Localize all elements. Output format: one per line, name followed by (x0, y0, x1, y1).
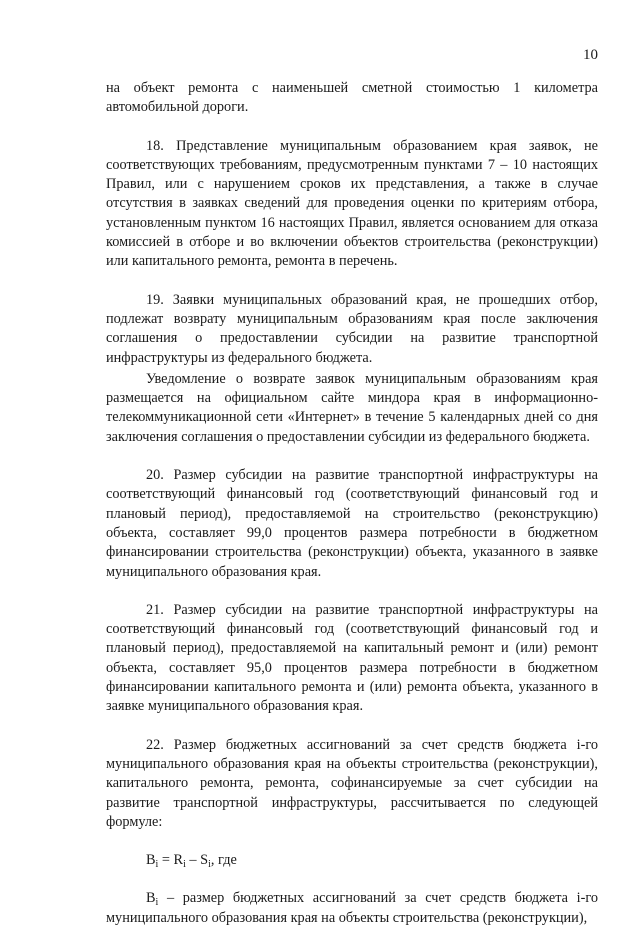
formula-b: B (146, 852, 156, 869)
paragraph-22: 22. Размер бюджетных ассигнований за счет средств бюджета i-го муниципального образования края на объекты строительства (реконструкции), капитального ремонта, ремонта, софинансируемые за счет субсидии на развитие транспортной инфраструктуры, рассчитывается по следующей формуле: (106, 736, 598, 830)
definition-term: B (146, 890, 156, 907)
paragraph-20: 20. Размер субсидии на развитие транспортной инфраструктуры на соответствующий финансовый год (соответствующий финансовый год и плановый период), предоставляемой на строительство (реконструкцию) объекта, составляет 99,0 процентов размера потребности в бюджетном финансировании строительства (реконструкции) объекта, указанного в заявке муниципального образования края. (106, 467, 598, 580)
paragraph-19-notice: Уведомление о возврате заявок муниципальным образованиям края размещается на официальном сайте миндора края в информационно-телекоммуникационной сети «Интернет» в течение 5 календарных дней со дня заключения соглашения о предоставлении субсидии из федерального бюджета. (106, 370, 598, 445)
paragraph-21: 21. Размер субсидии на развитие транспортной инфраструктуры на соответствующий финансовый год (соответствующий финансовый год и плановый период), предоставляемой на капитальный ремонт и (или) ремонт объекта, составляет 95,0 процентов размера потребности в бюджетном финансировании капитального ремонта и (или) ремонта объекта, указанного в заявке муниципального образования края. (106, 601, 598, 715)
formula-suffix: , где (210, 852, 237, 869)
definition-sub: i (155, 897, 159, 909)
document-body (106, 79, 598, 928)
formula-sub-2: i (183, 859, 186, 871)
page-number: 10 (583, 47, 598, 63)
paragraph-18: 18. Представление муниципальным образованием края заявок, не соответствующих требованиям, предусмотренным пунктами 7 – 10 настоящих Правил, или с нарушением сроков их представления, а также в случае отсутствия в заявках сведений для проведения оценки по критериям отбора, установленным пунктом 16 настоящих Правил, является основанием для отказа комиссией в отборе и во включении объектов строительства (реконструкции) или капитального ремонта, ремонта в перечень. (106, 137, 598, 270)
definition-text: – размер бюджетных ассигнований за счет средств бюджета i-го муниципального образования края на объекты строительства (реконструкции), (106, 890, 598, 926)
formula (106, 851, 598, 870)
formula-eq: = R (158, 852, 184, 869)
paragraph-19: 19. Заявки муниципальных образований края, не прошедших отбор, подлежат возврату муниципальным образованиям края после заключения соглашения о предоставлении субсидии на развитие транспортной инфраструктуры из федерального бюджета. (106, 291, 598, 366)
paragraph-continuation: на объект ремонта с наименьшей сметной стоимостью 1 километра автомобильной дороги. (106, 80, 598, 116)
paragraph-definition-b (106, 889, 598, 928)
formula-sub-1: i (155, 859, 159, 871)
formula-sub-3: i (208, 859, 211, 871)
formula-minus: – S (185, 852, 209, 869)
